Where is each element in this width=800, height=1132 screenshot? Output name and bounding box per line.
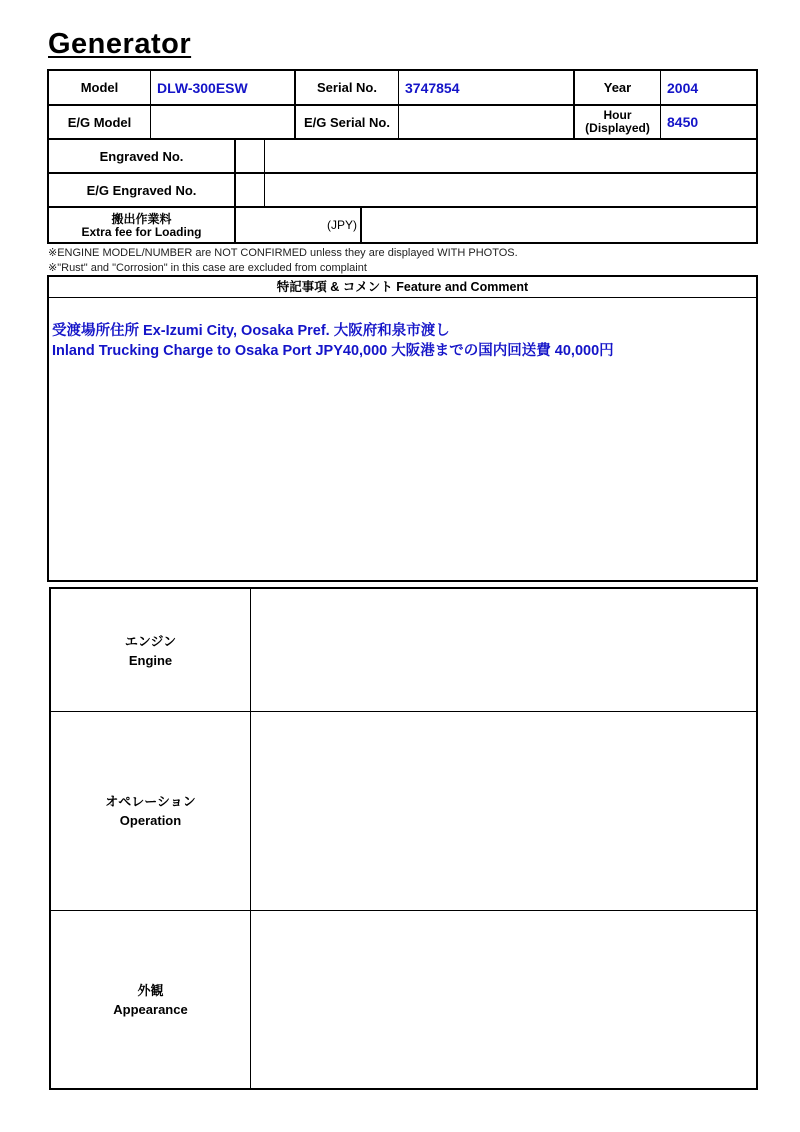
- eg-engraved-label: E/G Engraved No.: [86, 182, 197, 198]
- eg-model-value: [151, 106, 294, 138]
- section-appearance: [51, 911, 250, 1088]
- section-appearance-jp: 外観: [137, 982, 164, 998]
- section-operation-en: Operation: [119, 813, 182, 828]
- engraved-label: Engraved No.: [99, 148, 184, 164]
- extra-fee-label-en: Extra fee for Loading: [81, 224, 202, 239]
- note-engine-model: ※ENGINE MODEL/NUMBER are NOT CONFIRMED unless they are displayed WITH PHOTOS.: [48, 247, 518, 259]
- condition-col-divider: [250, 588, 251, 1089]
- extra-fee-label: [49, 208, 234, 243]
- hour-label: [575, 106, 660, 138]
- hour-value: 8450: [667, 114, 699, 130]
- comment-line-trucking: Inland Trucking Charge to Osaka Port JPY40,000 大阪港までの国内回送費 40,000円: [52, 343, 614, 359]
- spec-col-divider: [360, 206, 362, 244]
- currency-label: (JPY): [327, 218, 357, 232]
- section-engine-en: Engine: [128, 652, 173, 668]
- comment-header: 特記事項 & コメント Feature and Comment: [276, 279, 529, 294]
- section-operation: [51, 712, 250, 910]
- eg-model-label: E/G Model: [67, 114, 132, 130]
- model-label: Model: [80, 80, 119, 95]
- hour-label-line1: Hour: [603, 108, 632, 122]
- eg-serial-value: [399, 106, 573, 138]
- model-value: DLW-300ESW: [157, 79, 248, 96]
- serial-value: 3747854: [405, 79, 460, 96]
- section-operation-jp: オペレーション: [105, 794, 196, 809]
- note-rust: ※"Rust" and "Corrosion" in this case are excluded from complaint: [48, 262, 367, 274]
- spec-col-divider: [264, 138, 265, 206]
- year-label: Year: [603, 80, 632, 95]
- hour-label-line2: (Displayed): [585, 121, 650, 135]
- section-engine: [51, 590, 250, 711]
- section-engine-jp: エンジン: [124, 633, 177, 649]
- serial-label: Serial No.: [317, 80, 377, 95]
- extra-fee-label-jp: 搬出作業料: [111, 211, 172, 226]
- section-appearance-en: Appearance: [113, 1001, 188, 1017]
- year-value: 2004: [667, 79, 699, 96]
- spec-col-divider: [234, 138, 236, 244]
- page-title: Generator: [48, 28, 192, 60]
- comment-line-delivery: 受渡場所住所 Ex-Izumi City, Oosaka Pref. 大阪府和泉市渡し: [52, 323, 450, 339]
- eg-serial-label: E/G Serial No.: [304, 114, 390, 130]
- comment-header-divider: [47, 297, 758, 298]
